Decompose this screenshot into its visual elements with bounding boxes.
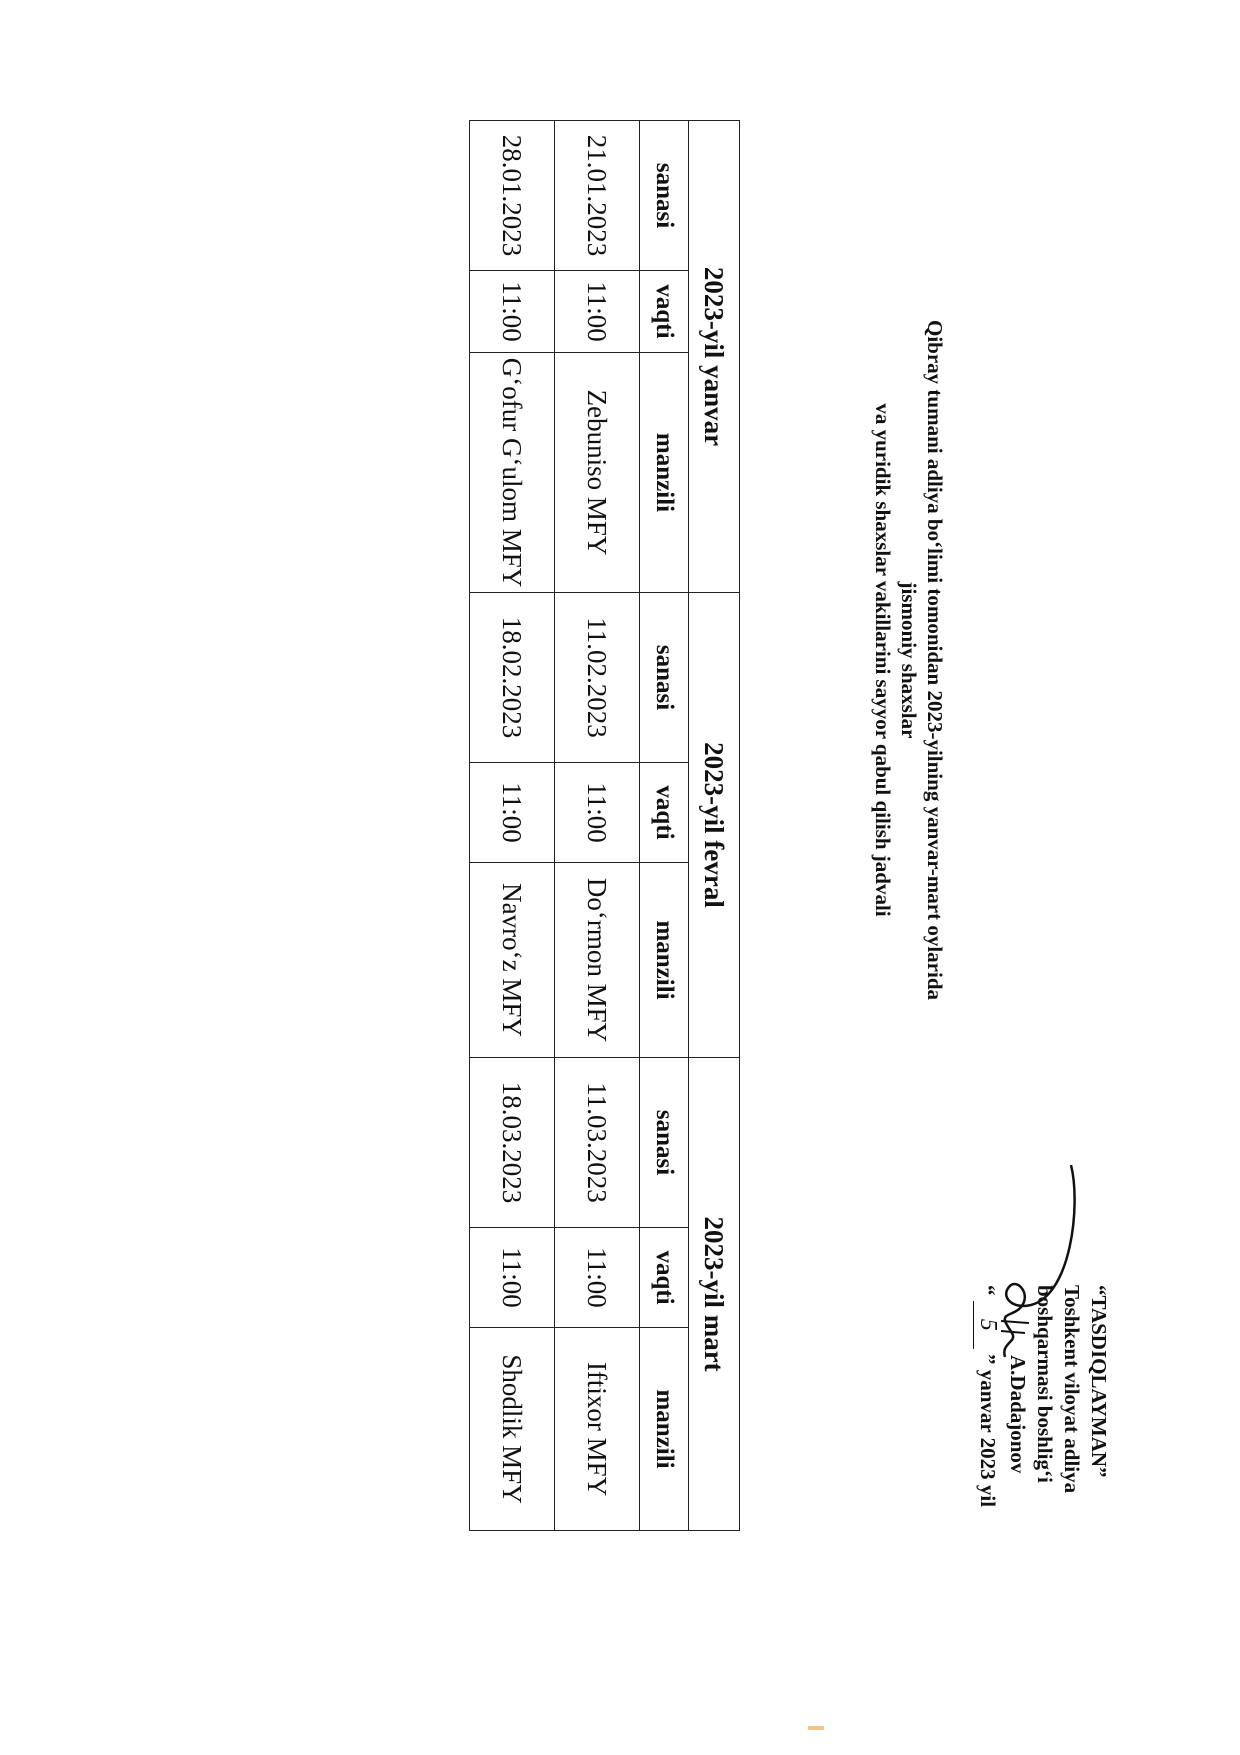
approval-line-1: Toshkent viloyat adliya [1060,1285,1084,1494]
cell-time: 11:00 [555,1228,640,1328]
column-header-time: vaqti [640,1228,689,1328]
month-header-row [689,121,740,1531]
cell-place: Do‘rmon MFY [555,863,640,1058]
table-row [470,121,555,1531]
column-header-place: manzili [640,1328,689,1531]
cell-time: 11:00 [555,763,640,863]
cell-time: 11:00 [470,1228,555,1328]
column-header-date: sanasi [640,593,689,763]
column-header-place: manzili [640,353,689,593]
cell-date: 18.03.2023 [470,1058,555,1228]
month-header: 2023-yil yanvar [689,121,740,593]
cell-date: 28.01.2023 [470,121,555,271]
column-header-row [640,121,689,1531]
date-day: 5 [973,1301,1001,1349]
schedule-table [469,120,740,1531]
column-header-date: sanasi [640,121,689,271]
month-header: 2023-yil fevral [689,593,740,1058]
cell-place: Zebuniso MFY [555,353,640,593]
cell-date: 18.02.2023 [470,593,555,763]
approval-heading: “TASDIQLAYMAN” [1087,1285,1111,1478]
title-line-1: Qibray tumani adliya bo‘limi tomonidan 2023-yilning yanvar-mart oylarida jismoniy shaxslar [897,319,947,1001]
cell-place: Shodlik MFY [470,1328,555,1531]
cell-date: 11.02.2023 [555,593,640,763]
cell-time: 11:00 [470,271,555,353]
document-title [870,280,948,1040]
cell-date: 11.03.2023 [555,1058,640,1228]
cell-place: G‘ofur G‘ulom MFY [470,353,555,593]
date-month-year: ” yanvar 2023 yil [976,1354,1000,1508]
column-header-time: vaqti [640,271,689,353]
cell-place: Navro‘z MFY [470,863,555,1058]
approval-line-2: boshqarmasi boshlig‘i [1033,1285,1057,1483]
column-header-date: sanasi [640,1058,689,1228]
column-header-place: manzili [640,863,689,1058]
scan-mark [808,1726,824,1730]
signature-icon [991,1145,1091,1365]
cell-time: 11:00 [470,763,555,863]
signer-name: A.Dadajonov [1006,1355,1030,1474]
signature-row [1001,1285,1031,1705]
title-line-2: va yuridik shaxslar vakillarini sayyor qabul qilish jadvali [871,403,895,917]
cell-date: 21.01.2023 [555,121,640,271]
cell-time: 11:00 [555,271,640,353]
date-open-quote: “ [976,1285,1000,1296]
approval-block [973,1285,1112,1705]
cell-place: Iftixor MFY [555,1328,640,1531]
table-row [555,121,640,1531]
month-header: 2023-yil mart [689,1058,740,1531]
column-header-time: vaqti [640,763,689,863]
